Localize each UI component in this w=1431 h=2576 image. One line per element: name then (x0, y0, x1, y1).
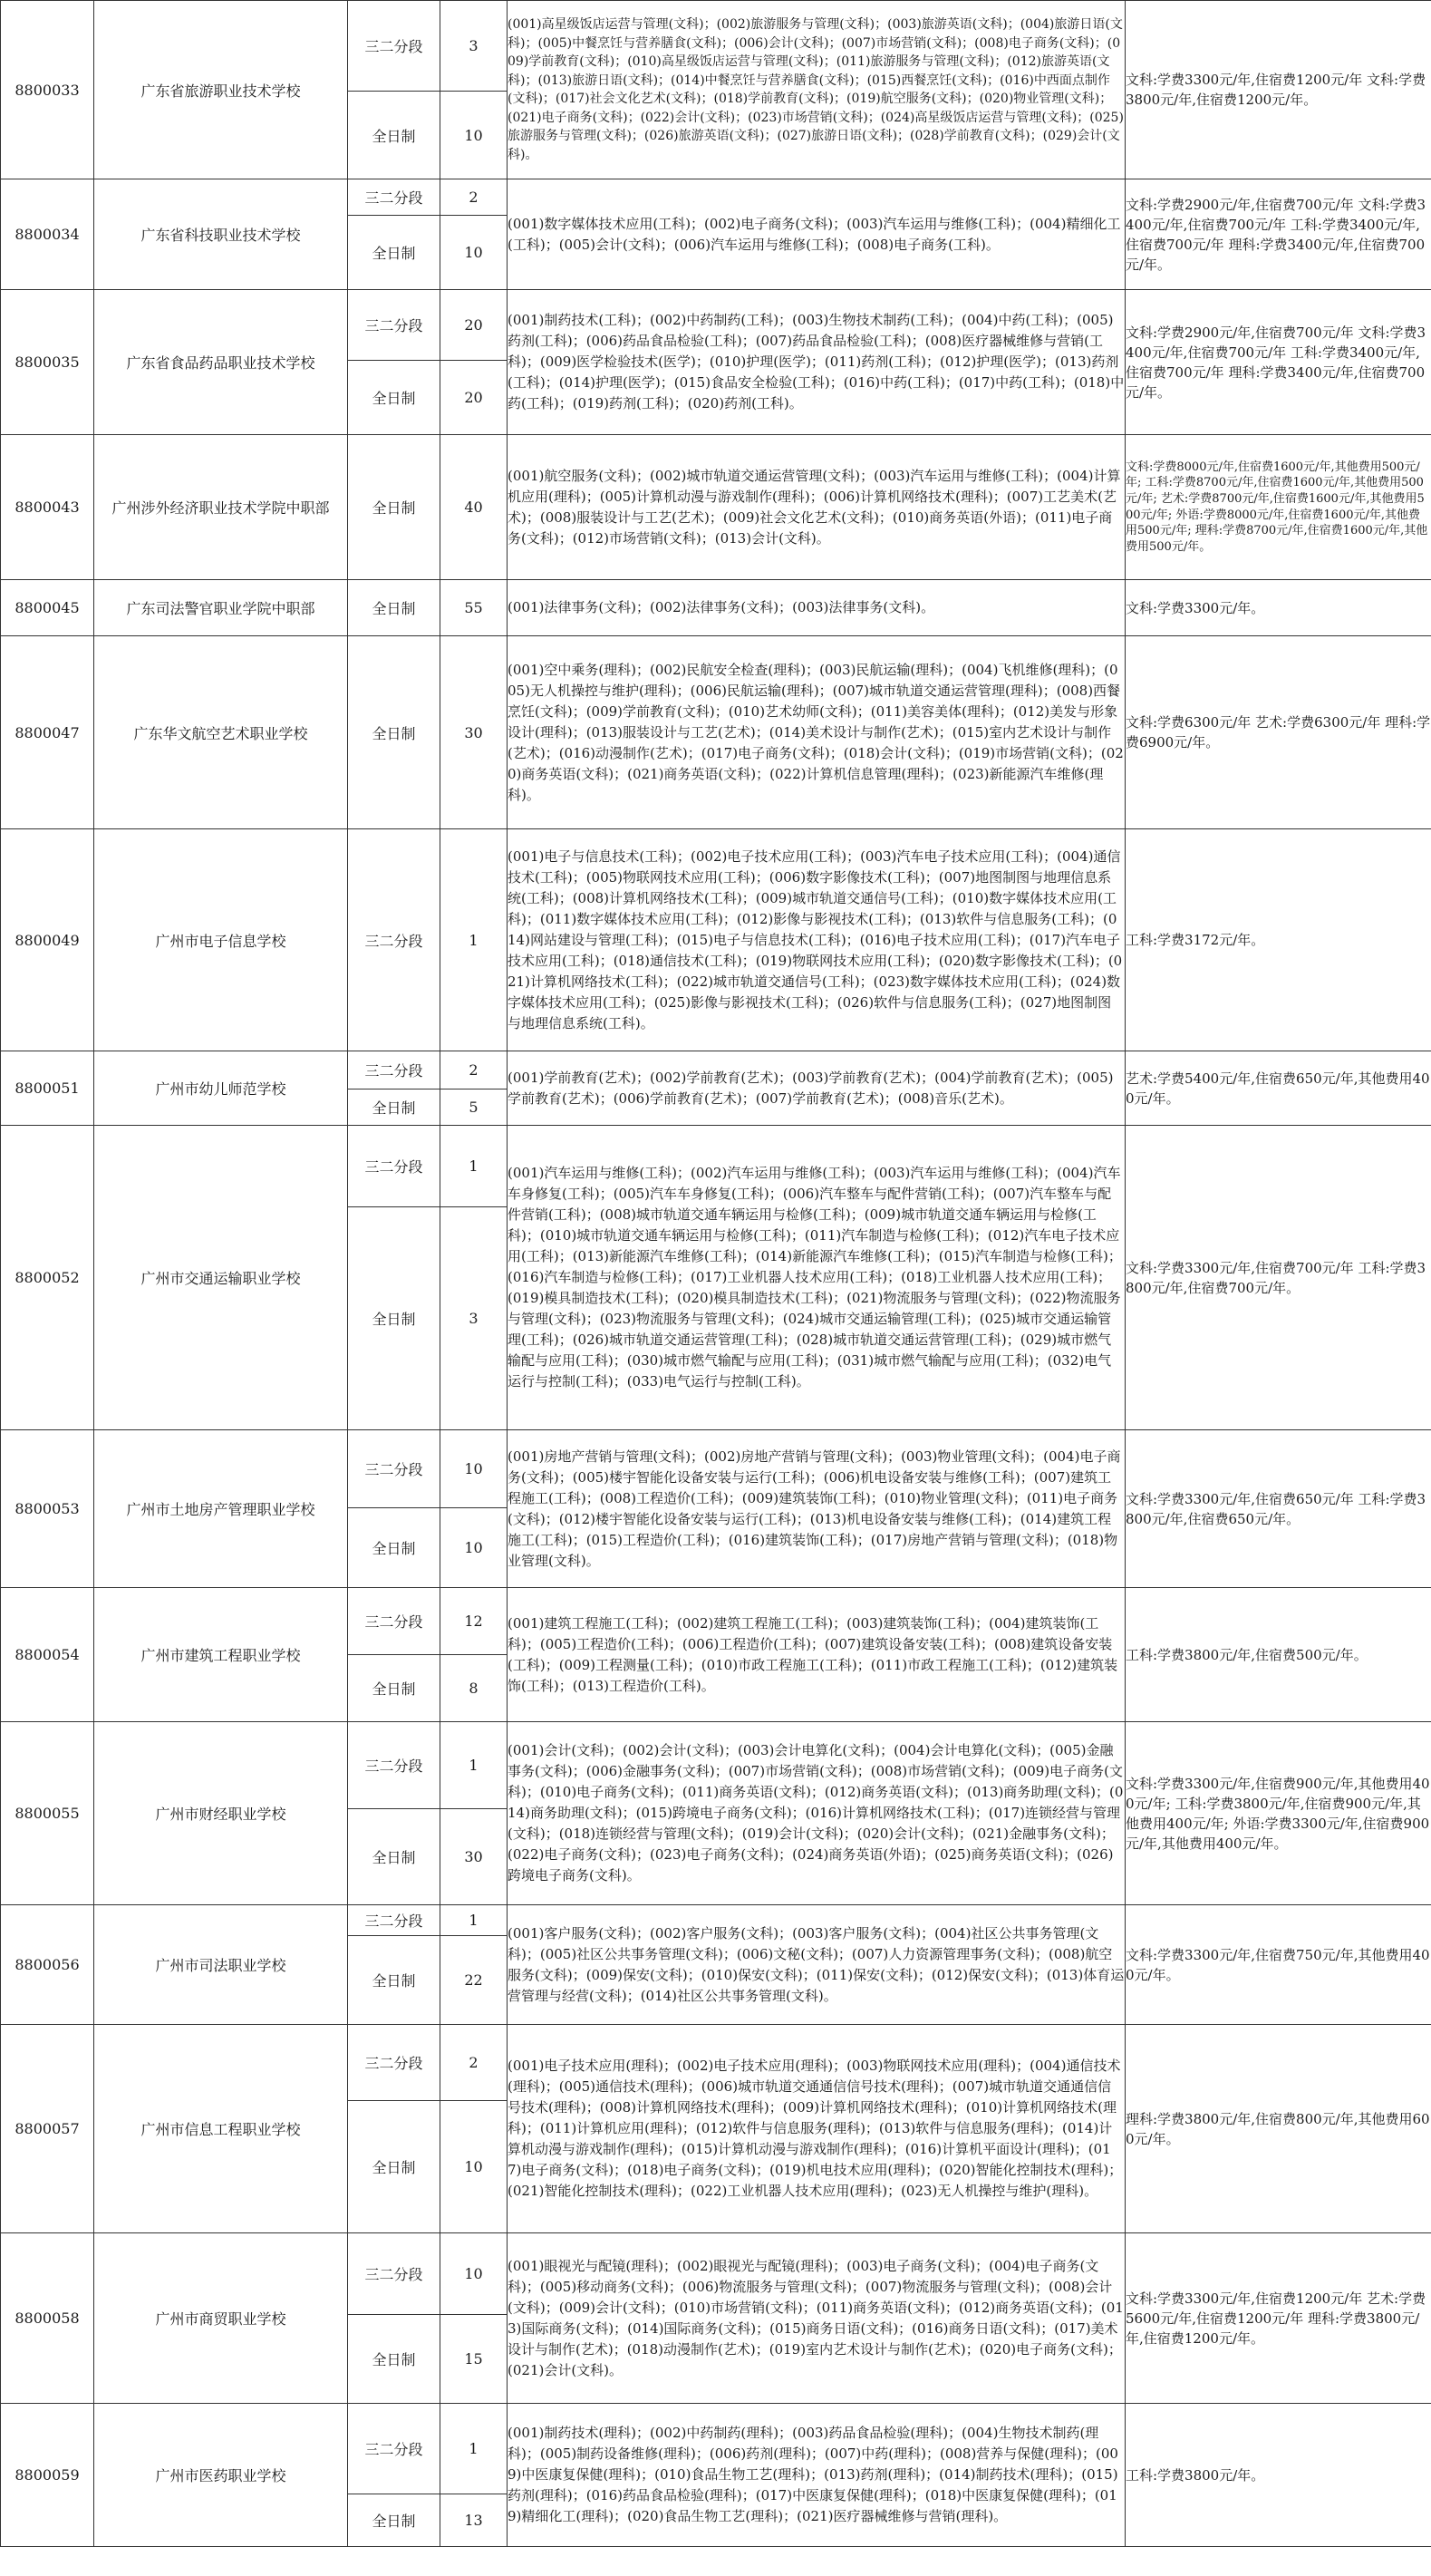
fee-info: 文科:学费3300元/年,住宿费750元/年,其他费用400元/年。 (1126, 1905, 1431, 2025)
enrollment-mode: 全日制 (348, 92, 440, 179)
table-row (1, 435, 1431, 580)
enrollment-mode: 三二分段 (348, 1430, 440, 1508)
enrollment-mode: 全日制 (348, 1508, 440, 1588)
school-name: 广东华文航空艺术职业学校 (94, 636, 348, 829)
school-name: 广东省科技职业技术学校 (94, 179, 348, 290)
enrollment-mode: 三二分段 (348, 1588, 440, 1655)
enrollment-mode: 全日制 (348, 216, 440, 290)
enrollment-mode: 全日制 (348, 361, 440, 435)
enrollment-mode: 三二分段 (348, 179, 440, 216)
table-row (1, 2025, 1431, 2101)
fee-info: 文科:学费3300元/年,住宿费900元/年,其他费用400元/年; 工科:学费3800元/年,住宿费900元/年,其他费用400元/年; 外语:学费3300元/年,住宿费900元/年,其他费用400元/年。 (1126, 1722, 1431, 1905)
plan-count: 13 (440, 2494, 508, 2547)
table-row (1, 1722, 1431, 1809)
enrollment-mode: 三二分段 (348, 829, 440, 1051)
enrollment-mode: 全日制 (348, 1207, 440, 1430)
enrollment-mode: 全日制 (348, 580, 440, 636)
plan-count: 12 (440, 1588, 508, 1655)
fee-info: 工科:学费3800元/年。 (1126, 2404, 1431, 2547)
table-row (1, 1588, 1431, 1655)
majors-list: (001)空中乘务(理科)；(002)民航安全检查(理科)；(003)民航运输(理科)；(004)飞机维修(理科)；(005)无人机操控与维护(理科)；(006)民航运输(理科)；(007)城市轨道交通运营管理(理科)；(008)西餐烹饪(文科)；(009)学前教育(文科)；(010)艺术幼师(文科)；(011)美容美体(理科)；(012)美发与形象设计(理科)；(013)服装设计与工艺(艺术)；(014)美术设计与制作(艺术)；(015)室内艺术设计与制作(艺术)；(016)动漫制作(艺术)；(017)电子商务(文科)；(018)会计(文科)；(019)市场营销(文科)；(020)商务英语(文科)；(021)商务英语(文科)；(022)计算机信息管理(理科)；(023)新能源汽车维修(理科)。 (508, 636, 1126, 829)
school-code: 8800043 (1, 435, 94, 580)
school-name: 广州市土地房产管理职业学校 (94, 1430, 348, 1588)
plan-count: 8 (440, 1655, 508, 1722)
school-code: 8800056 (1, 1905, 94, 2025)
plan-count: 10 (440, 2233, 508, 2315)
plan-count: 15 (440, 2315, 508, 2404)
plan-count: 2 (440, 179, 508, 216)
fee-info: 文科:学费6300元/年 艺术:学费6300元/年 理科:学费6900元/年。 (1126, 636, 1431, 829)
plan-count: 3 (440, 1207, 508, 1430)
table-row (1, 1051, 1431, 1089)
plan-count: 5 (440, 1089, 508, 1126)
plan-count: 55 (440, 580, 508, 636)
school-name: 广州市信息工程职业学校 (94, 2025, 348, 2233)
school-name: 广州市医药职业学校 (94, 2404, 348, 2547)
school-name: 广州涉外经济职业技术学院中职部 (94, 435, 348, 580)
enrollment-mode: 三二分段 (348, 1722, 440, 1809)
fee-info: 文科:学费3300元/年,住宿费1200元/年 艺术:学费5600元/年,住宿费1200元/年 理科:学费3800元/年,住宿费1200元/年。 (1126, 2233, 1431, 2404)
table-row (1, 179, 1431, 216)
majors-list: (001)电子技术应用(理科)；(002)电子技术应用(理科)；(003)物联网技术应用(理科)；(004)通信技术(理科)；(005)通信技术(理科)；(006)城市轨道交通通信信号技术(理科)；(007)城市轨道交通通信信号技术(理科)；(008)计算机网络技术(理科)；(009)计算机网络技术(理科)；(010)计算机网络技术(理科)；(011)计算机应用(理科)；(012)软件与信息服务(理科)；(013)软件与信息服务(理科)；(014)计算机动漫与游戏制作(理科)；(015)计算机动漫与游戏制作(理科)；(016)计算机平面设计(理科)；(017)电子商务(文科)；(018)电子商务(文科)；(019)机电技术应用(理科)；(020)智能化控制技术(理科)；(021)智能化控制技术(理科)；(022)工业机器人技术应用(理科)；(023)无人机操控与维护(理科)。 (508, 2025, 1126, 2233)
majors-list: (001)数字媒体技术应用(工科)；(002)电子商务(文科)；(003)汽车运用与维修(工科)；(004)精细化工(工科)；(005)会计(文科)；(006)汽车运用与维修(工科)；(008)电子商务(工科)。 (508, 179, 1126, 290)
table-row (1, 1126, 1431, 1207)
school-code: 8800035 (1, 290, 94, 435)
enrollment-mode: 全日制 (348, 2494, 440, 2547)
plan-count: 20 (440, 361, 508, 435)
enrollment-mode: 全日制 (348, 1655, 440, 1722)
school-name: 广东省旅游职业技术学校 (94, 1, 348, 179)
enrollment-mode: 三二分段 (348, 1, 440, 92)
school-code: 8800055 (1, 1722, 94, 1905)
table-row (1, 290, 1431, 361)
plan-count: 22 (440, 1936, 508, 2025)
school-name: 广州市幼儿师范学校 (94, 1051, 348, 1126)
plan-count: 1 (440, 829, 508, 1051)
plan-count: 10 (440, 1508, 508, 1588)
school-name: 广州市建筑工程职业学校 (94, 1588, 348, 1722)
school-name: 广州市财经职业学校 (94, 1722, 348, 1905)
school-code: 8800053 (1, 1430, 94, 1588)
school-name: 广州市交通运输职业学校 (94, 1126, 348, 1430)
fee-info: 文科:学费3300元/年,住宿费1200元/年 文科:学费3800元/年,住宿费1200元/年。 (1126, 1, 1431, 179)
table-row (1, 636, 1431, 829)
school-code: 8800034 (1, 179, 94, 290)
fee-info: 文科:学费2900元/年,住宿费700元/年 文科:学费3400元/年,住宿费700元/年 工科:学费3400元/年,住宿费700元/年 理科:学费3400元/年,住宿费700元/年。 (1126, 290, 1431, 435)
enrollment-mode: 三二分段 (348, 1905, 440, 1936)
school-code: 8800051 (1, 1051, 94, 1126)
plan-count: 1 (440, 2404, 508, 2494)
plan-count: 1 (440, 1905, 508, 1936)
plan-count: 30 (440, 1809, 508, 1905)
enrollment-mode: 三二分段 (348, 2025, 440, 2101)
enrollment-mode: 三二分段 (348, 2404, 440, 2494)
majors-list: (001)法律事务(文科)；(002)法律事务(文科)；(003)法律事务(文科)。 (508, 580, 1126, 636)
school-code: 8800033 (1, 1, 94, 179)
school-name: 广东省食品药品职业技术学校 (94, 290, 348, 435)
fee-info: 理科:学费3800元/年,住宿费800元/年,其他费用600元/年。 (1126, 2025, 1431, 2233)
plan-count: 3 (440, 1, 508, 92)
enrollment-mode: 三二分段 (348, 2233, 440, 2315)
plan-count: 2 (440, 2025, 508, 2101)
fee-info: 文科:学费2900元/年,住宿费700元/年 文科:学费3400元/年,住宿费700元/年 工科:学费3400元/年,住宿费700元/年 理科:学费3400元/年,住宿费700元/年。 (1126, 179, 1431, 290)
enrollment-mode: 三二分段 (348, 290, 440, 361)
school-name: 广州市商贸职业学校 (94, 2233, 348, 2404)
table-row (1, 1, 1431, 92)
majors-list: (001)客户服务(文科)；(002)客户服务(文科)；(003)客户服务(文科)；(004)社区公共事务管理(文科)；(005)社区公共事务管理(文科)；(006)文秘(文科)；(007)人力资源管理事务(文科)；(008)航空服务(文科)；(009)保安(文科)；(010)保安(文科)；(011)保安(文科)；(012)保安(文科)；(013)体育运营管理与经营(文科)；(014)社区公共事务管理(文科)。 (508, 1905, 1126, 2025)
school-code: 8800049 (1, 829, 94, 1051)
majors-list: (001)建筑工程施工(工科)；(002)建筑工程施工(工科)；(003)建筑装饰(工科)；(004)建筑装饰(工科)；(005)工程造价(工科)；(006)工程造价(工科)；(007)建筑设备安装(工科)；(008)建筑设备安装(工科)；(009)工程测量(工科)；(010)市政工程施工(工科)；(011)市政工程施工(工科)；(012)建筑装饰(工科)；(013)工程造价(工科)。 (508, 1588, 1126, 1722)
majors-list: (001)汽车运用与维修(工科)；(002)汽车运用与维修(工科)；(003)汽车运用与维修(工科)；(004)汽车车身修复(工科)；(005)汽车车身修复(工科)；(006)汽车整车与配件营销(工科)；(007)汽车整车与配件营销(工科)；(008)城市轨道交通车辆运用与检修(工科)；(009)城市轨道交通车辆运用与检修(工科)；(010)城市轨道交通车辆运用与检修(工科)；(011)汽车制造与检修(工科)；(012)汽车电子技术应用(工科)；(013)新能源汽车维修(工科)；(014)新能源汽车维修(工科)；(015)汽车制造与检修(工科)；(016)汽车制造与检修(工科)；(017)工业机器人技术应用(工科)；(018)工业机器人技术应用(工科)；(019)模具制造技术(工科)；(020)模具制造技术(工科)；(021)物流服务与管理(文科)；(022)物流服务与管理(文科)；(023)物流服务与管理(文科)；(024)城市交通运输管理(工科)；(025)城市交通运输管理(工科)；(026)城市轨道交通运营管理(工科)；(028)城市轨道交通运营管理(工科)；(029)城市燃气输配与应用(工科)；(030)城市燃气输配与应用(工科)；(031)城市燃气输配与应用(工科)；(032)电气运行与控制(工科)；(033)电气运行与控制(工科)。 (508, 1126, 1126, 1430)
majors-list: (001)房地产营销与管理(文科)；(002)房地产营销与管理(文科)；(003)物业管理(文科)；(004)电子商务(文科)；(005)楼宇智能化设备安装与运行(工科)；(006)机电设备安装与维修(工科)；(007)建筑工程施工(工科)；(008)工程造价(工科)；(009)建筑装饰(工科)；(010)物业管理(文科)；(011)电子商务(文科)；(012)楼宇智能化设备安装与运行(工科)；(013)机电设备安装与维修(工科)；(014)建筑工程施工(工科)；(015)工程造价(工科)；(016)建筑装饰(工科)；(017)房地产营销与管理(文科)；(018)物业管理(文科)。 (508, 1430, 1126, 1588)
school-code: 8800052 (1, 1126, 94, 1430)
plan-count: 20 (440, 290, 508, 361)
table-row (1, 2404, 1431, 2494)
fee-info: 文科:学费8000元/年,住宿费1600元/年,其他费用500元/年; 工科:学费8700元/年,住宿费1600元/年,其他费用500元/年; 艺术:学费8700元/年,住宿费1600元/年,其他费用500元/年; 外语:学费8000元/年,住宿费1600元/年,其他费用500元/年; 理科:学费8700元/年,住宿费1600元/年,其他费用500元/年。 (1126, 435, 1431, 580)
enrollment-mode: 全日制 (348, 435, 440, 580)
table-row (1, 580, 1431, 636)
fee-info: 文科:学费3300元/年。 (1126, 580, 1431, 636)
plan-count: 10 (440, 1430, 508, 1508)
plan-count: 1 (440, 1126, 508, 1207)
enrollment-mode: 全日制 (348, 1809, 440, 1905)
majors-list: (001)眼视光与配镜(理科)；(002)眼视光与配镜(理科)；(003)电子商务(文科)；(004)电子商务(文科)；(005)移动商务(文科)；(006)物流服务与管理(文科)；(007)物流服务与管理(文科)；(008)会计(文科)；(009)会计(文科)；(010)市场营销(文科)；(011)商务英语(文科)；(012)商务英语(文科)；(013)国际商务(文科)；(014)国际商务(文科)；(015)商务日语(文科)；(016)商务日语(文科)；(017)美术设计与制作(艺术)；(018)动漫制作(艺术)；(019)室内艺术设计与制作(艺术)；(020)电子商务(文科)；(021)会计(文科)。 (508, 2233, 1126, 2404)
table-row (1, 1905, 1431, 1936)
majors-list: (001)学前教育(艺术)；(002)学前教育(艺术)；(003)学前教育(艺术)；(004)学前教育(艺术)；(005)学前教育(艺术)；(006)学前教育(艺术)；(007)学前教育(艺术)；(008)音乐(艺术)。 (508, 1051, 1126, 1126)
table-row (1, 2233, 1431, 2315)
school-name: 广州市电子信息学校 (94, 829, 348, 1051)
majors-list: (001)制药技术(理科)；(002)中药制药(理科)；(003)药品食品检验(理科)；(004)生物技术制药(理科)；(005)制药设备维修(理科)；(006)药剂(理科)；(007)中药(理科)；(008)营养与保健(理科)；(009)中医康复保健(理科)；(010)食品生物工艺(理科)；(013)药剂(理科)；(014)制药技术(理科)；(015)药剂(理科)；(016)药品食品检验(理科)；(017)中医康复保健(理科)；(018)中医康复保健(理科)；(019)精细化工(理科)；(020)食品生物工艺(理科)；(021)医疗器械维修与营销(理科)。 (508, 2404, 1126, 2547)
enrollment-mode: 三二分段 (348, 1126, 440, 1207)
plan-count: 40 (440, 435, 508, 580)
table-row (1, 829, 1431, 1051)
majors-list: (001)电子与信息技术(工科)；(002)电子技术应用(工科)；(003)汽车电子技术应用(工科)；(004)通信技术(工科)；(005)物联网技术应用(工科)；(006)数字影像技术(工科)；(007)地图制图与地理信息系统(工科)；(008)计算机网络技术(工科)；(009)城市轨道交通信号(工科)；(010)数字媒体技术应用(工科)；(011)数字媒体技术应用(工科)；(012)影像与影视技术(工科)；(013)软件与信息服务(工科)；(014)网站建设与管理(工科)；(015)电子与信息技术(工科)；(016)电子技术应用(工科)；(017)汽车电子技术应用(工科)；(018)通信技术(工科)；(019)物联网技术应用(工科)；(020)数字影像技术(工科)；(021)计算机网络技术(工科)；(022)城市轨道交通信号(工科)；(023)数字媒体技术应用(工科)；(024)数字媒体技术应用(工科)；(025)影像与影视技术(工科)；(026)软件与信息服务(工科)；(027)地图制图与地理信息系统(工科)。 (508, 829, 1126, 1051)
enrollment-mode: 全日制 (348, 1936, 440, 2025)
plan-count: 1 (440, 1722, 508, 1809)
enrollment-mode: 全日制 (348, 636, 440, 829)
fee-info: 工科:学费3172元/年。 (1126, 829, 1431, 1051)
fee-info: 艺术:学费5400元/年,住宿费650元/年,其他费用400元/年。 (1126, 1051, 1431, 1126)
school-name: 广州市司法职业学校 (94, 1905, 348, 2025)
plan-count: 2 (440, 1051, 508, 1089)
enrollment-mode: 全日制 (348, 1089, 440, 1126)
school-code: 8800057 (1, 2025, 94, 2233)
school-code: 8800059 (1, 2404, 94, 2547)
school-code: 8800054 (1, 1588, 94, 1722)
enrollment-mode: 三二分段 (348, 1051, 440, 1089)
fee-info: 文科:学费3300元/年,住宿费700元/年 工科:学费3800元/年,住宿费700元/年。 (1126, 1126, 1431, 1430)
school-name: 广东司法警官职业学院中职部 (94, 580, 348, 636)
fee-info: 文科:学费3300元/年,住宿费650元/年 工科:学费3800元/年,住宿费650元/年。 (1126, 1430, 1431, 1588)
majors-list: (001)会计(文科)；(002)会计(文科)；(003)会计电算化(文科)；(004)会计电算化(文科)；(005)金融事务(文科)；(006)金融事务(文科)；(007)市场营销(文科)；(008)市场营销(文科)；(009)电子商务(文科)；(010)电子商务(文科)；(011)商务英语(文科)；(012)商务英语(文科)；(013)商务助理(文科)；(014)商务助理(文科)；(015)跨境电子商务(文科)；(016)计算机网络技术(工科)；(017)连锁经营与管理(文科)；(018)连锁经营与管理(文科)；(019)会计(文科)；(020)会计(文科)；(021)金融事务(文科)；(022)电子商务(文科)；(023)电子商务(文科)；(024)商务英语(外语)；(025)商务英语(文科)；(026)跨境电子商务(文科)。 (508, 1722, 1126, 1905)
plan-count: 30 (440, 636, 508, 829)
plan-count: 10 (440, 216, 508, 290)
majors-list: (001)航空服务(文科)；(002)城市轨道交通运营管理(文科)；(003)汽车运用与维修(工科)；(004)计算机应用(理科)；(005)计算机动漫与游戏制作(理科)；(006)计算机网络技术(理科)；(007)工艺美术(艺术)；(008)服装设计与工艺(艺术)；(009)社会文化艺术(文科)；(010)商务英语(外语)；(011)电子商务(文科)；(012)市场营销(文科)；(013)会计(文科)。 (508, 435, 1126, 580)
school-code: 8800047 (1, 636, 94, 829)
plan-count: 10 (440, 2101, 508, 2233)
enrollment-mode: 全日制 (348, 2315, 440, 2404)
majors-list: (001)高星级饭店运营与管理(文科)；(002)旅游服务与管理(文科)；(003)旅游英语(文科)；(004)旅游日语(文科)；(005)中餐烹饪与营养膳食(文科)；(006)会计(文科)；(007)市场营销(文科)；(008)电子商务(文科)；(009)学前教育(文科)；(010)高星级饭店运营与管理(文科)；(011)旅游服务与管理(文科)；(012)旅游英语(文科)；(013)旅游日语(文科)；(014)中餐烹饪与营养膳食(文科)；(015)西餐烹饪(文科)；(016)中西面点制作(文科)；(017)社会文化艺术(文科)；(018)学前教育(文科)；(019)航空服务(文科)；(020)物业管理(文科)；(021)电子商务(文科)；(022)会计(文科)；(023)市场营销(文科)；(024)高星级饭店运营与管理(文科)；(025)旅游服务与管理(文科)；(026)旅游英语(文科)；(027)旅游日语(文科)；(028)学前教育(文科)；(029)会计(文科)。 (508, 1, 1126, 179)
plan-count: 10 (440, 92, 508, 179)
enrollment-mode: 全日制 (348, 2101, 440, 2233)
table-row (1, 1430, 1431, 1508)
school-code: 8800045 (1, 580, 94, 636)
school-code: 8800058 (1, 2233, 94, 2404)
fee-info: 工科:学费3800元/年,住宿费500元/年。 (1126, 1588, 1431, 1722)
majors-list: (001)制药技术(工科)；(002)中药制药(工科)；(003)生物技术制药(工科)；(004)中药(工科)；(005)药剂(工科)；(006)药品食品检验(工科)；(007)药品食品检验(工科)；(008)医疗器械维修与营销(工科)；(009)医学检验技术(医学)；(010)护理(医学)；(011)药剂(工科)；(012)护理(医学)；(013)药剂(工科)；(014)护理(医学)；(015)食品安全检验(工科)；(016)中药(工科)；(017)中药(工科)；(018)中药(工科)；(019)药剂(工科)；(020)药剂(工科)。 (508, 290, 1126, 435)
